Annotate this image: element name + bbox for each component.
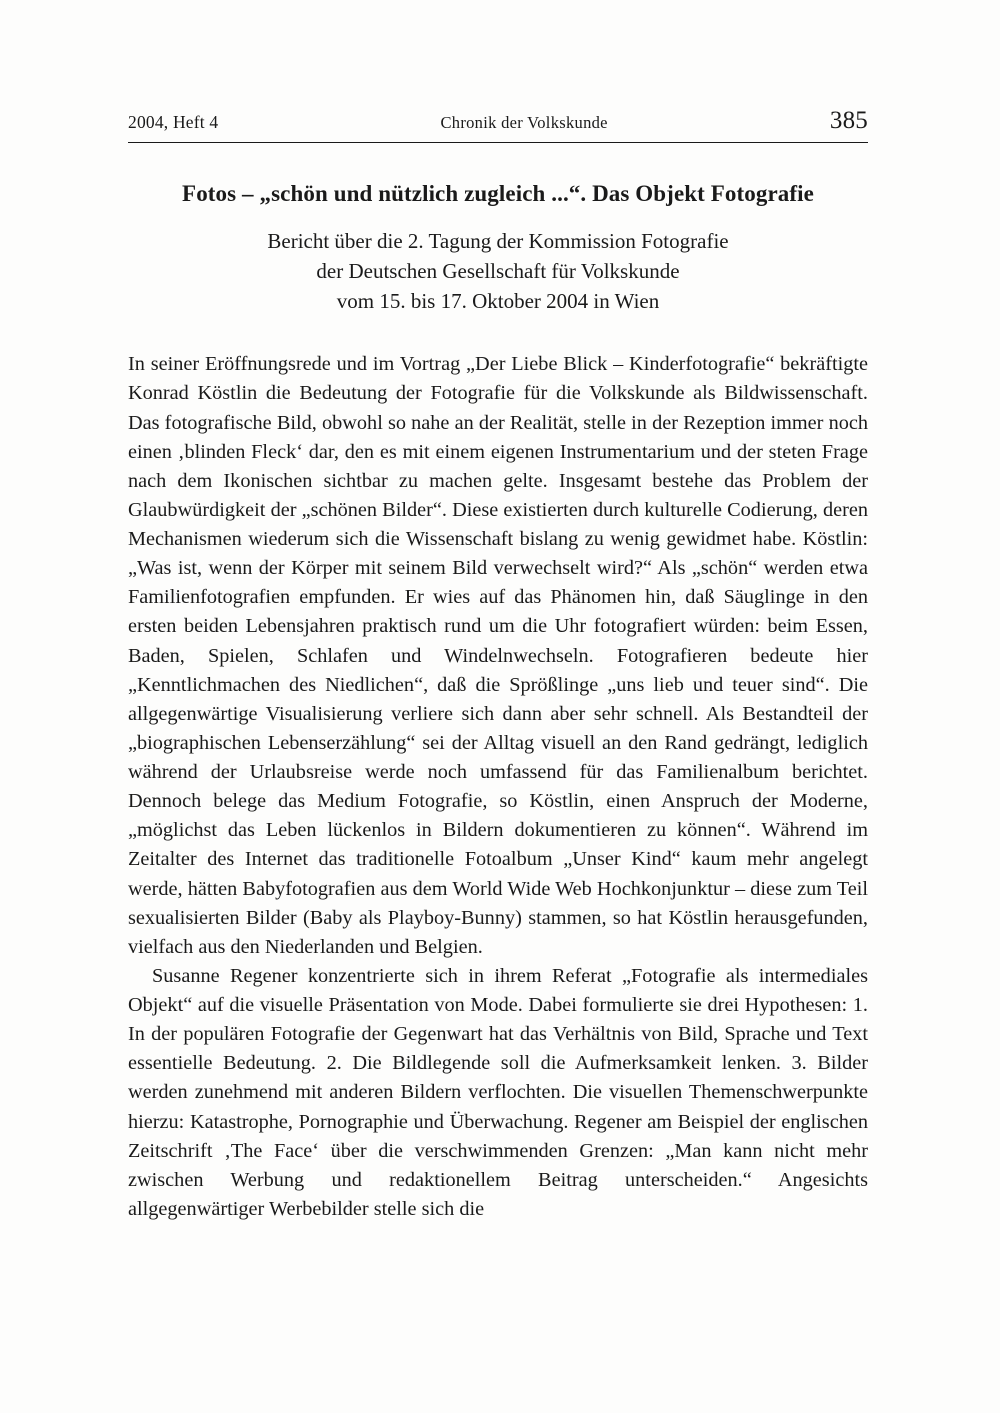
subtitle-line-2: der Deutschen Gesellschaft für Volkskunde: [316, 258, 680, 283]
body-paragraph: In seiner Eröffnungsrede und im Vortrag „Der Liebe Blick – Kinderfotografie“ bekräftigte Konrad Köstlin die Bedeutung der Fotografie für die Volkskunde als Bildwissenschaft. Das fotografische Bild, obwohl so nahe an der Realität, stelle in der Rezeption immer noch einen ‚blinden Fleck‘ dar, den es mit einem eigenen Instrumentarium und der steten Frage nach dem Ikonischen sichtbar zu machen gelte. Insgesamt bestehe das Problem der Glaubwürdigkeit der „schönen Bilder“. Diese existierten durch kulturelle Codierung, deren Mechanismen wiederum sich die Wissenschaft bislang zu wenig gewidmet habe. Köstlin: „Was ist, wenn der Körper mit seinem Bild verwechselt wird?“ Als „schön“ werden etwa Familienfotografien empfunden. Er wies auf das Phänomen hin, daß Säuglinge in den ersten beiden Lebensjahren praktisch rund um die Uhr fotografiert würden: beim Essen, Baden, Spielen, Schlafen und Windelnwechseln. Fotografieren bedeute hier „Kenntlichmachen des Niedlichen“, daß die Sprößlinge „uns lieb und teuer sind“. Die allgegenwärtige Visualisierung verliere sich dann aber sehr schnell. Als Bestandteil der „biographischen Lebenserzählung“ sei der Alltag visuell an den Rand gedrängt, lediglich während der Urlaubsreise werde noch umfassend für das Familienalbum berichtet. Dennoch belege das Medium Fotografie, so Köstlin, einen Anspruch der Moderne, „möglichst das Leben lückenlos in Bildern dokumentieren zu können“. Während im Zeitalter des Internet das traditionelle Fotoalbum „Unser Kind“ kaum mehr angelegt werde, hätten Babyfotografien aus dem World Wide Web Hochkonjunktur – diese zum Teil sexualisierten Bilder (Baby als Playboy-Bunny) stammen, so hat Köstlin herausgefunden, vielfach aus den Niederlanden und Belgien.: [128, 353, 868, 958]
running-head-issue: 2004, Heft 4: [128, 112, 219, 132]
body-paragraph: Susanne Regener konzentrierte sich in ihrem Referat „Fotografie als intermediales Objekt“ auf die visuelle Präsentation von Mode. Dabei formulierte sie drei Hypothesen: 1. In der populären Fotografie der Gegenwart hat das Verhältnis von Bild, Sprache und Text essentielle Bedeutung. 2. Die Bildlegende soll die Aufmerksamkeit lenken. 3. Bilder werden zunehmend mit anderen Bildern verflochten. Die visuellen Themenschwerpunkte hierzu: Katastrophe, Pornographie und Überwachung. Regener am Beispiel der englischen Zeitschrift ‚The Face‘ über die verschwimmenden Grenzen: „Man kann nicht mehr zwischen Werbung und redaktionellem Beitrag unterscheiden.“ Angesichts allgegenwärtiger Werbebilder stelle sich die: [128, 964, 868, 1220]
running-head-section: Chronik der Volkskunde: [440, 113, 608, 132]
page-content: [128, 108, 868, 1224]
page-title: Fotos – „schön und nützlich zugleich ...“. Das Objekt Fotografie: [182, 181, 814, 206]
running-head: [128, 108, 868, 142]
article-subtitle: [128, 227, 868, 316]
subtitle-line-3: vom 15. bis 17. Oktober 2004 in Wien: [336, 288, 660, 313]
subtitle-line-1: Bericht über die 2. Tagung der Kommission Fotografie: [267, 228, 729, 253]
header-rule: [128, 142, 868, 143]
page-number: 385: [829, 107, 868, 134]
